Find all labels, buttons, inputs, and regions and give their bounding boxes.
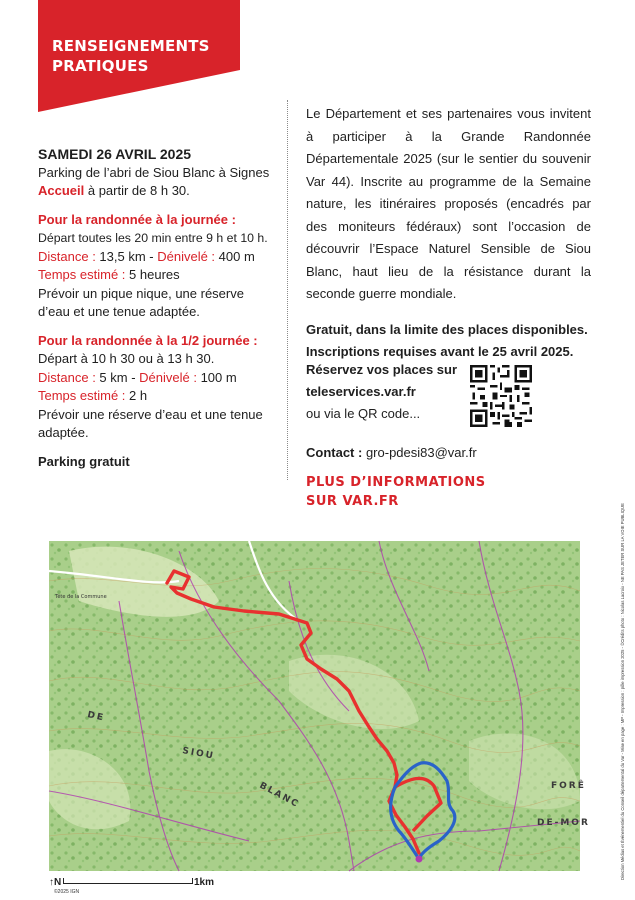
qr-code-icon[interactable] xyxy=(470,365,532,427)
contact-label: Contact : xyxy=(306,445,363,460)
day-hike-duration xyxy=(38,266,278,285)
practical-info xyxy=(38,145,278,471)
parking-location: Parking de l’abri de Siou Blanc à Signes xyxy=(38,164,270,180)
contact-email-link[interactable]: gro-pdesi83@var.fr xyxy=(362,445,477,460)
day-hike-depart: Départ toutes les 20 min entre 9 h et 10 h. xyxy=(38,231,268,245)
day-denivele-value: 400 m xyxy=(215,248,255,264)
event-description xyxy=(306,103,591,509)
banner-title-line2: PRATIQUES xyxy=(52,57,149,75)
map-start-marker xyxy=(416,856,423,863)
map-label-demor: DE-MOR xyxy=(537,818,590,828)
half-day-hike-heading: Pour la randonnée à la 1/2 journée : xyxy=(38,332,258,348)
half-day-hike-stats xyxy=(38,369,278,388)
day-denivele-label: Dénivelé : xyxy=(157,248,216,264)
banner-title-line1: RENSEIGNEMENTS xyxy=(52,37,210,55)
side-credit xyxy=(614,410,628,880)
map-label-fore: FORÊ xyxy=(551,781,586,791)
day-distance-label: Distance : xyxy=(38,248,96,264)
scale-km-label: 1km xyxy=(194,877,215,888)
map-label-siou: SIOU xyxy=(181,746,216,762)
half-day-hike-note: Prévoir une réserve d’eau et une tenue adaptée. xyxy=(38,406,263,440)
reservation-block xyxy=(306,359,466,425)
reserve-line1: Réservez vos places sur xyxy=(306,362,458,377)
half-distance-value: 5 km - xyxy=(95,369,140,385)
day-distance-value: 13,5 km - xyxy=(95,248,158,264)
more-info-link[interactable] xyxy=(306,473,566,511)
scale-tick xyxy=(63,878,64,884)
accueil-label: Accueil xyxy=(38,183,85,198)
column-divider xyxy=(287,100,288,480)
parking-gratuit: Parking gratuit xyxy=(38,453,130,469)
half-denivele-value: 100 m xyxy=(196,369,237,385)
half-distance-label: Distance : xyxy=(38,369,96,385)
hiking-route-map xyxy=(49,541,590,871)
north-arrow-icon: ↑N xyxy=(49,877,62,888)
half-day-hike-duration xyxy=(38,387,278,406)
section-banner xyxy=(38,0,240,112)
map-copyright: ©2025 IGN xyxy=(54,889,80,895)
banner-title xyxy=(52,36,232,76)
side-credit-text: Direction Médias et Événementiel du Conseil départemental du Var - Mise en page : MP - Impression : pôle impression 2025 - ©Crédits photo : Nicolas Lacroix - NE PAS JETER SUR LA VOIE PUBLIQUE xyxy=(620,503,625,880)
day-temps-label: Temps estimé : xyxy=(38,267,126,282)
accueil-text: à partir de 8 h 30. xyxy=(84,183,190,198)
day-hike-note: Prévoir un pique nique, une réserve d’eau et une tenue adaptée. xyxy=(38,285,244,319)
half-day-hike-depart: Départ à 10 h 30 ou à 13 h 30. xyxy=(38,351,215,366)
map-label-de: DE xyxy=(86,710,106,724)
event-date: SAMEDI 26 AVRIL 2025 xyxy=(38,146,192,162)
half-temps-label: Temps estimé : xyxy=(38,388,126,403)
day-hike-stats xyxy=(38,248,278,267)
map-labels xyxy=(54,593,107,600)
scale-tick xyxy=(192,878,193,884)
reserve-line3: ou via le QR code... xyxy=(306,406,421,421)
day-hike-heading: Pour la randonnée à la journée : xyxy=(38,211,236,227)
reserve-url-link[interactable]: teleservices.var.fr xyxy=(306,384,416,399)
map-label-blanc: BLANC xyxy=(257,780,301,811)
more-info-line1: PLUS D’INFORMATIONS xyxy=(306,475,486,490)
half-temps-value: 2 h xyxy=(125,388,148,403)
half-denivele-label: Dénivelé : xyxy=(139,369,197,385)
day-temps-value: 5 heures xyxy=(125,267,180,282)
gratuit-paragraph: Gratuit, dans la limite des places disponibles. Inscriptions requises avant le 25 avril 2025. xyxy=(306,321,588,359)
scale-bar xyxy=(63,883,193,884)
north-label: N xyxy=(54,877,62,888)
contact-line xyxy=(306,442,596,465)
map-scale xyxy=(49,875,249,897)
accueil-line xyxy=(38,182,278,201)
more-info-line2: SUR VAR.FR xyxy=(306,494,399,509)
intro-paragraph: Le Département et ses partenaires vous invitent à participer à la Grande Randonnée Départementale 2025 (sur le sentier du souvenir Var 44). Inscrite au programme de la Semaine nature, les itinéraires proposés (encadrés par des moniteurs fédéraux) sont l’occasion de découvrir l’Espace Naturel Sensible de Siou Blanc, haut lieu de la résistance durant la seconde guerre mondiale. xyxy=(306,106,591,301)
map-label-tete: Tête de la Commune xyxy=(55,594,107,600)
